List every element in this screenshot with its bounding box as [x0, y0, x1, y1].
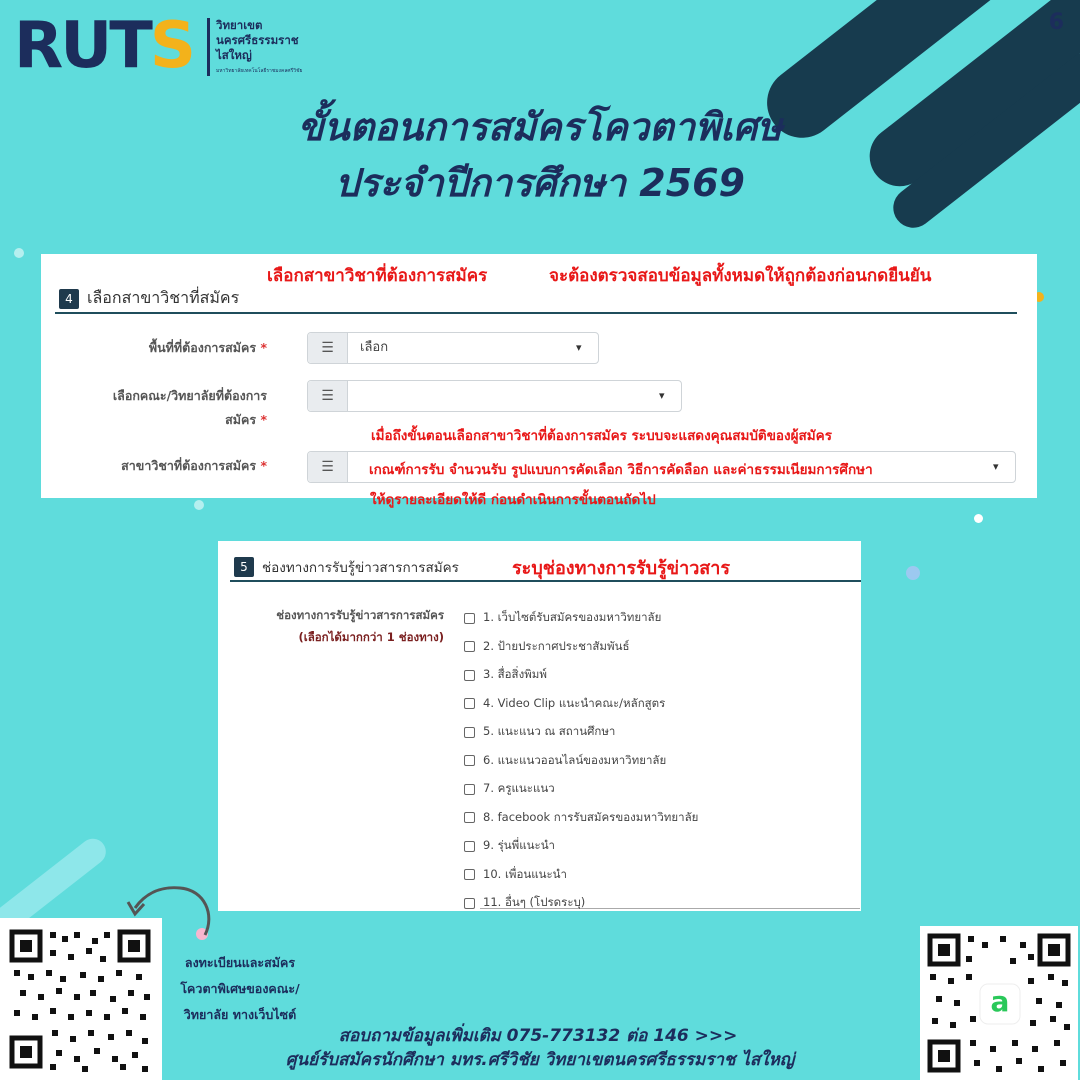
faculty-select[interactable]: [307, 380, 682, 412]
section4-header: [59, 286, 239, 311]
section4-note-line2: เกณฑ์การรับ จำนวนรับ รูปแบบการคัดเลือก วิธีการคัดลือก และค่าธรรมเนียมการศึกษา: [369, 462, 873, 478]
contact-line2: ศูนย์รับสมัครนักศึกษา มทร.ศรีวิชัย วิทยาเขตนครศรีธรรมราช ไสใหญ่: [285, 1050, 795, 1070]
decor-dot: [194, 500, 204, 510]
logo-campus-name: วิทยาเขต นครศรีธรรมราช ไสใหญ่: [216, 18, 299, 62]
section5-annotation: ระบุช่องทางการรับรู้ข่าวสาร: [512, 558, 731, 579]
channel-option[interactable]: 3. สื่อสิ่งพิมพ์: [464, 661, 844, 690]
channel-option[interactable]: 6. แนะแนวออนไลน์ของมหาวิทยาลัย: [464, 747, 844, 776]
section4-badge: 4: [59, 289, 79, 309]
checkbox[interactable]: [464, 755, 475, 766]
channel-option[interactable]: 11. อื่นๆ (โปรดระบุ): [464, 889, 844, 918]
checkbox[interactable]: [464, 670, 475, 681]
checkbox[interactable]: [464, 698, 475, 709]
list-icon: ☰: [308, 333, 348, 363]
checkbox[interactable]: [464, 641, 475, 652]
channel-option[interactable]: 5. แนะแนว ณ สถานศึกษา: [464, 718, 844, 747]
channel-option[interactable]: 2. ป้ายประกาศประชาสัมพันธ์: [464, 633, 844, 662]
section5-header: [234, 556, 459, 578]
section4-note-line3: ให้ดูรายละเอียดให้ดี ก่อนดำเนินการขั้นตอนถัดไป: [370, 492, 656, 508]
checkbox[interactable]: [464, 727, 475, 738]
logo-university-name: มหาวิทยาลัยเทคโนโลยีราชมงคลศรีวิชัย: [216, 68, 303, 74]
faculty-select-value: [348, 381, 659, 411]
channel-option[interactable]: 9. รุ่นพี่แนะนำ: [464, 832, 844, 861]
checkbox[interactable]: [464, 841, 475, 852]
section4-annotation-left: เลือกสาขาวิชาที่ต้องการสมัคร: [267, 266, 488, 286]
qr-caption: ลงทะเบียนและสมัคร โควตาพิเศษของคณะ/ วิทยาลัย ทางเว็บไซต์: [180, 955, 300, 1022]
chevron-down-icon: ▾: [659, 389, 665, 402]
logo-divider: [207, 18, 210, 76]
section5-rule: [230, 580, 861, 582]
checkbox[interactable]: [464, 784, 475, 795]
section4-annotation-right: จะต้องตรวจสอบข้อมูลทั้งหมดให้ถูกต้องก่อนกดยืนยัน: [549, 266, 932, 286]
channel-option[interactable]: 8. facebook การรับสมัครของมหาวิทยาลัย: [464, 804, 844, 833]
decor-dot: [906, 566, 920, 580]
channels-label: ช่องทางการรับรู้ข่าวสารการสมัคร: [276, 608, 444, 622]
page-number: 6: [1048, 10, 1064, 35]
decor-dot: [14, 248, 24, 258]
channel-option[interactable]: 7. ครูแนะแนว: [464, 775, 844, 804]
chevron-down-icon: ▾: [993, 460, 999, 473]
list-icon: ☰: [308, 381, 348, 411]
chevron-down-icon: ▾: [576, 341, 582, 354]
section5-badge: 5: [234, 557, 254, 577]
ruts-logo: RUTS: [14, 9, 193, 83]
channels-hint: (เลือกได้มากกว่า 1 ช่องทาง): [298, 630, 444, 644]
channel-option[interactable]: 1. เว็บไซต์รับสมัครของมหาวิทยาลัย: [464, 604, 844, 633]
channel-option[interactable]: 4. Video Clip แนะนำคณะ/หลักสูตร: [464, 690, 844, 719]
page-title-line1: ขั้นตอนการสมัครโควตาพิเศษ: [297, 105, 783, 149]
area-select-value: เลือก: [360, 340, 389, 355]
list-icon: ☰: [308, 452, 348, 482]
major-label: สาขาวิชาที่ต้องการสมัคร *: [121, 458, 267, 473]
section5-title: ช่องทางการรับรู้ข่าวสารการสมัคร: [262, 560, 459, 576]
section4-panel: [41, 254, 1037, 498]
section4-note-line1: เมื่อถึงขั้นตอนเลือกสาขาวิชาที่ต้องการสมัคร ระบบจะแสดงคุณสมบัติของผู้สมัคร: [371, 428, 832, 444]
page-title-line2: ประจำปีการศึกษา 2569: [335, 161, 745, 205]
area-select[interactable]: [307, 332, 599, 364]
contact-line1: สอบถามข้อมูลเพิ่มเติม 075-773132 ต่อ 146 >>>: [338, 1026, 738, 1046]
decor-dot: [974, 514, 983, 523]
channel-option[interactable]: 10. เพื่อนแนะนำ: [464, 861, 844, 890]
area-label: พื้นที่ที่ต้องการสมัคร *: [148, 340, 267, 355]
section4-rule: [55, 312, 1017, 314]
checkbox[interactable]: [464, 812, 475, 823]
faculty-label: เลือกคณะ/วิทยาลัยที่ต้องการ สมัคร *: [112, 388, 267, 427]
checkbox[interactable]: [464, 898, 475, 909]
line-logo-icon: a: [990, 985, 1010, 1018]
checkbox[interactable]: [464, 869, 475, 880]
checkbox[interactable]: [464, 613, 475, 624]
channels-checkbox-list: [464, 604, 844, 918]
section4-title: เลือกสาขาวิชาที่สมัคร: [87, 288, 240, 307]
